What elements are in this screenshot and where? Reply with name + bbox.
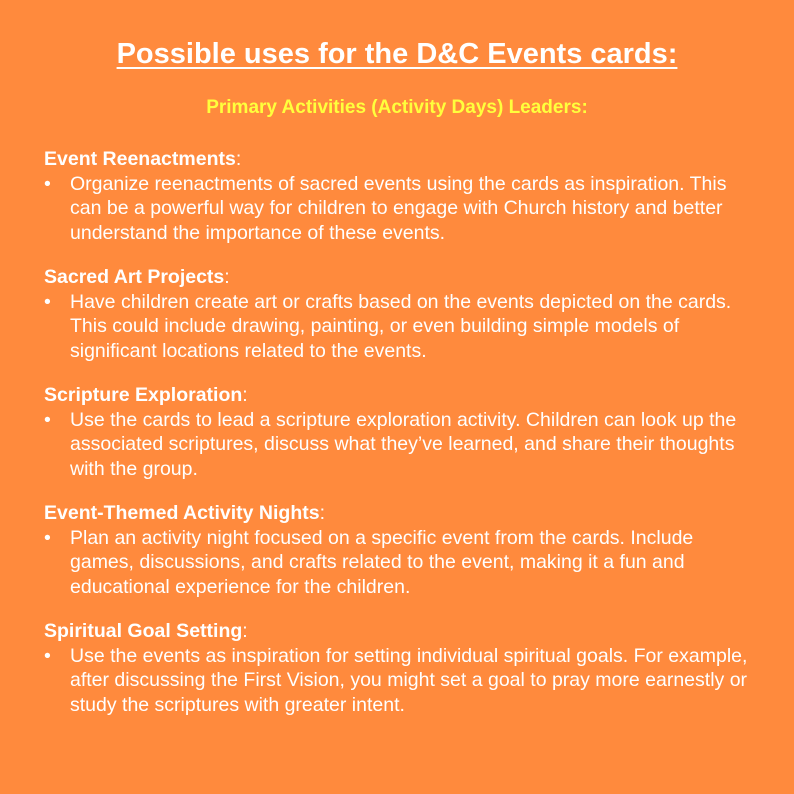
section-sacred-art-projects bbox=[44, 265, 750, 363]
section-event-themed-activity-nights bbox=[44, 501, 750, 599]
section-heading-colon: : bbox=[224, 266, 230, 288]
section-heading-colon: : bbox=[319, 502, 325, 524]
bullet-icon: • bbox=[44, 290, 51, 313]
bullet-item bbox=[44, 408, 750, 482]
bullet-text: Use the events as inspiration for setting individual spiritual goals. For example, after discussing the First Vision, you might set a goal to pray more earnestly or study the scriptures with greater intent. bbox=[70, 644, 748, 716]
section-spiritual-goal-setting bbox=[44, 619, 750, 717]
bullet-item bbox=[44, 526, 750, 600]
bullet-icon: • bbox=[44, 172, 51, 195]
bullet-item bbox=[44, 644, 750, 718]
bullet-text: Organize reenactments of sacred events using the cards as inspiration. This can be a powerful way for children to engage with Church history and better understand the importance of these events. bbox=[70, 172, 727, 244]
section-heading bbox=[44, 147, 750, 172]
section-heading bbox=[44, 265, 750, 290]
section-heading-colon: : bbox=[242, 620, 248, 642]
bullet-text: Use the cards to lead a scripture exploration activity. Children can look up the associated scriptures, discuss what they’ve learned, and share their thoughts with the group. bbox=[70, 408, 737, 480]
bullet-text: Have children create art or crafts based on the events depicted on the cards. This could include drawing, painting, or even building simple models of significant locations related to the events. bbox=[70, 290, 732, 362]
bullet-text: Plan an activity night focused on a specific event from the cards. Include games, discussions, and crafts related to the event, making it a fun and educational experience for the children. bbox=[70, 526, 694, 598]
section-heading-text: Sacred Art Projects bbox=[44, 266, 225, 288]
section-heading-text: Scripture Exploration bbox=[44, 384, 243, 406]
bullet-item bbox=[44, 172, 750, 246]
bullet-icon: • bbox=[44, 408, 51, 431]
section-event-reenactments bbox=[44, 147, 750, 245]
section-heading bbox=[44, 619, 750, 644]
bullet-item bbox=[44, 290, 750, 364]
section-heading-text: Event Reenactments bbox=[44, 148, 236, 170]
sections-list bbox=[44, 147, 750, 717]
section-heading-text: Spiritual Goal Setting bbox=[44, 620, 243, 642]
bullet-icon: • bbox=[44, 526, 51, 549]
section-heading bbox=[44, 383, 750, 408]
section-heading-colon: : bbox=[242, 384, 248, 406]
section-scripture-exploration bbox=[44, 383, 750, 481]
section-heading bbox=[44, 501, 750, 526]
section-heading-colon: : bbox=[235, 148, 242, 170]
page-title: Possible uses for the D&C Events cards: bbox=[116, 38, 678, 70]
page-subtitle: Primary Activities (Activity Days) Leaders: bbox=[206, 97, 588, 118]
section-heading-text: Event-Themed Activity Nights bbox=[44, 502, 320, 524]
bullet-icon: • bbox=[44, 644, 51, 667]
